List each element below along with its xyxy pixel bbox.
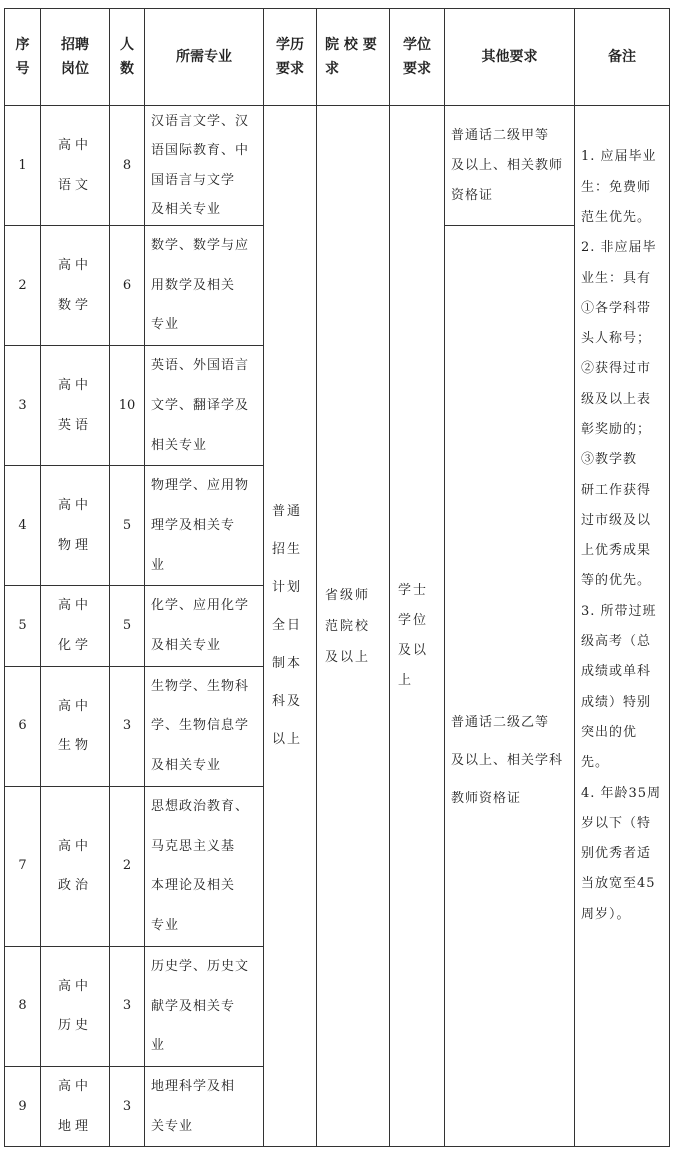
header-other: 其他要求 [445,9,575,106]
header-edu: 学历 要求 [264,9,317,106]
major-cell: 思想政治教育、 马克思主义基 本理论及相关 专业 [145,786,264,946]
count-cell: 8 [110,106,145,226]
post-cell: 高中 数学 [41,226,110,346]
notes-cell: 1. 应届毕业 生：免费师 范生优先。 2. 非应届毕 业生：具有 ①各学科带 头人称号； ②获得过市 级及以上表 彰奖励的； ③教学教 研工作获得 过市级及以 上优秀成果 等的优先。 3. 所带过班 级高考（总 成绩或单科 成绩）特别 突出的优 先。 4. 年龄35周 岁以下（特 别优秀者适 当放宽至45 周岁）。 [575,106,670,1147]
table-row [5,106,670,226]
header-degree: 学位 要求 [390,9,445,106]
edu-req-cell: 普通 招生 计划 全日 制本 科及 以上 [264,106,317,1147]
header-post: 招聘 岗位 [41,9,110,106]
count-cell: 2 [110,786,145,946]
major-cell: 数学、数学与应 用数学及相关 专业 [145,226,264,346]
post-cell: 高中 生物 [41,666,110,786]
degree-req-cell: 学士 学位 及以 上 [390,106,445,1147]
header-seq: 序 号 [5,9,41,106]
seq-cell: 8 [5,946,41,1066]
seq-cell: 6 [5,666,41,786]
seq-cell: 1 [5,106,41,226]
header-row [5,9,670,106]
other-req-cell-1: 普通话二级甲等 及以上、相关教师 资格证 [445,106,575,226]
header-notes: 备注 [575,9,670,106]
post-cell: 高中 历史 [41,946,110,1066]
seq-cell: 7 [5,786,41,946]
count-cell: 3 [110,946,145,1066]
count-cell: 10 [110,346,145,466]
seq-cell: 9 [5,1066,41,1146]
post-cell: 高中 物理 [41,466,110,586]
major-cell: 历史学、历史文 献学及相关专 业 [145,946,264,1066]
count-cell: 6 [110,226,145,346]
post-cell: 高中 地理 [41,1066,110,1146]
count-cell: 3 [110,666,145,786]
other-req-cell-2: 普通话二级乙等 及以上、相关学科 教师资格证 [445,226,575,1147]
post-cell: 高中 语文 [41,106,110,226]
major-cell: 汉语言文学、汉 语国际教育、中 国语言与文学 及相关专业 [145,106,264,226]
count-cell: 5 [110,586,145,666]
count-cell: 5 [110,466,145,586]
header-major: 所需专业 [145,9,264,106]
seq-cell: 2 [5,226,41,346]
recruitment-table [4,8,670,1147]
post-cell: 高中 化学 [41,586,110,666]
major-cell: 生物学、生物科 学、生物信息学 及相关专业 [145,666,264,786]
seq-cell: 5 [5,586,41,666]
major-cell: 化学、应用化学 及相关专业 [145,586,264,666]
major-cell: 物理学、应用物 理学及相关专 业 [145,466,264,586]
school-req-cell: 省级师 范院校 及以上 [317,106,390,1147]
seq-cell: 4 [5,466,41,586]
header-count: 人 数 [110,9,145,106]
header-school: 院 校 要 求 [317,9,390,106]
major-cell: 英语、外国语言 文学、翻译学及 相关专业 [145,346,264,466]
post-cell: 高中 政治 [41,786,110,946]
count-cell: 3 [110,1066,145,1146]
major-cell: 地理科学及相 关专业 [145,1066,264,1146]
seq-cell: 3 [5,346,41,466]
post-cell: 高中 英语 [41,346,110,466]
